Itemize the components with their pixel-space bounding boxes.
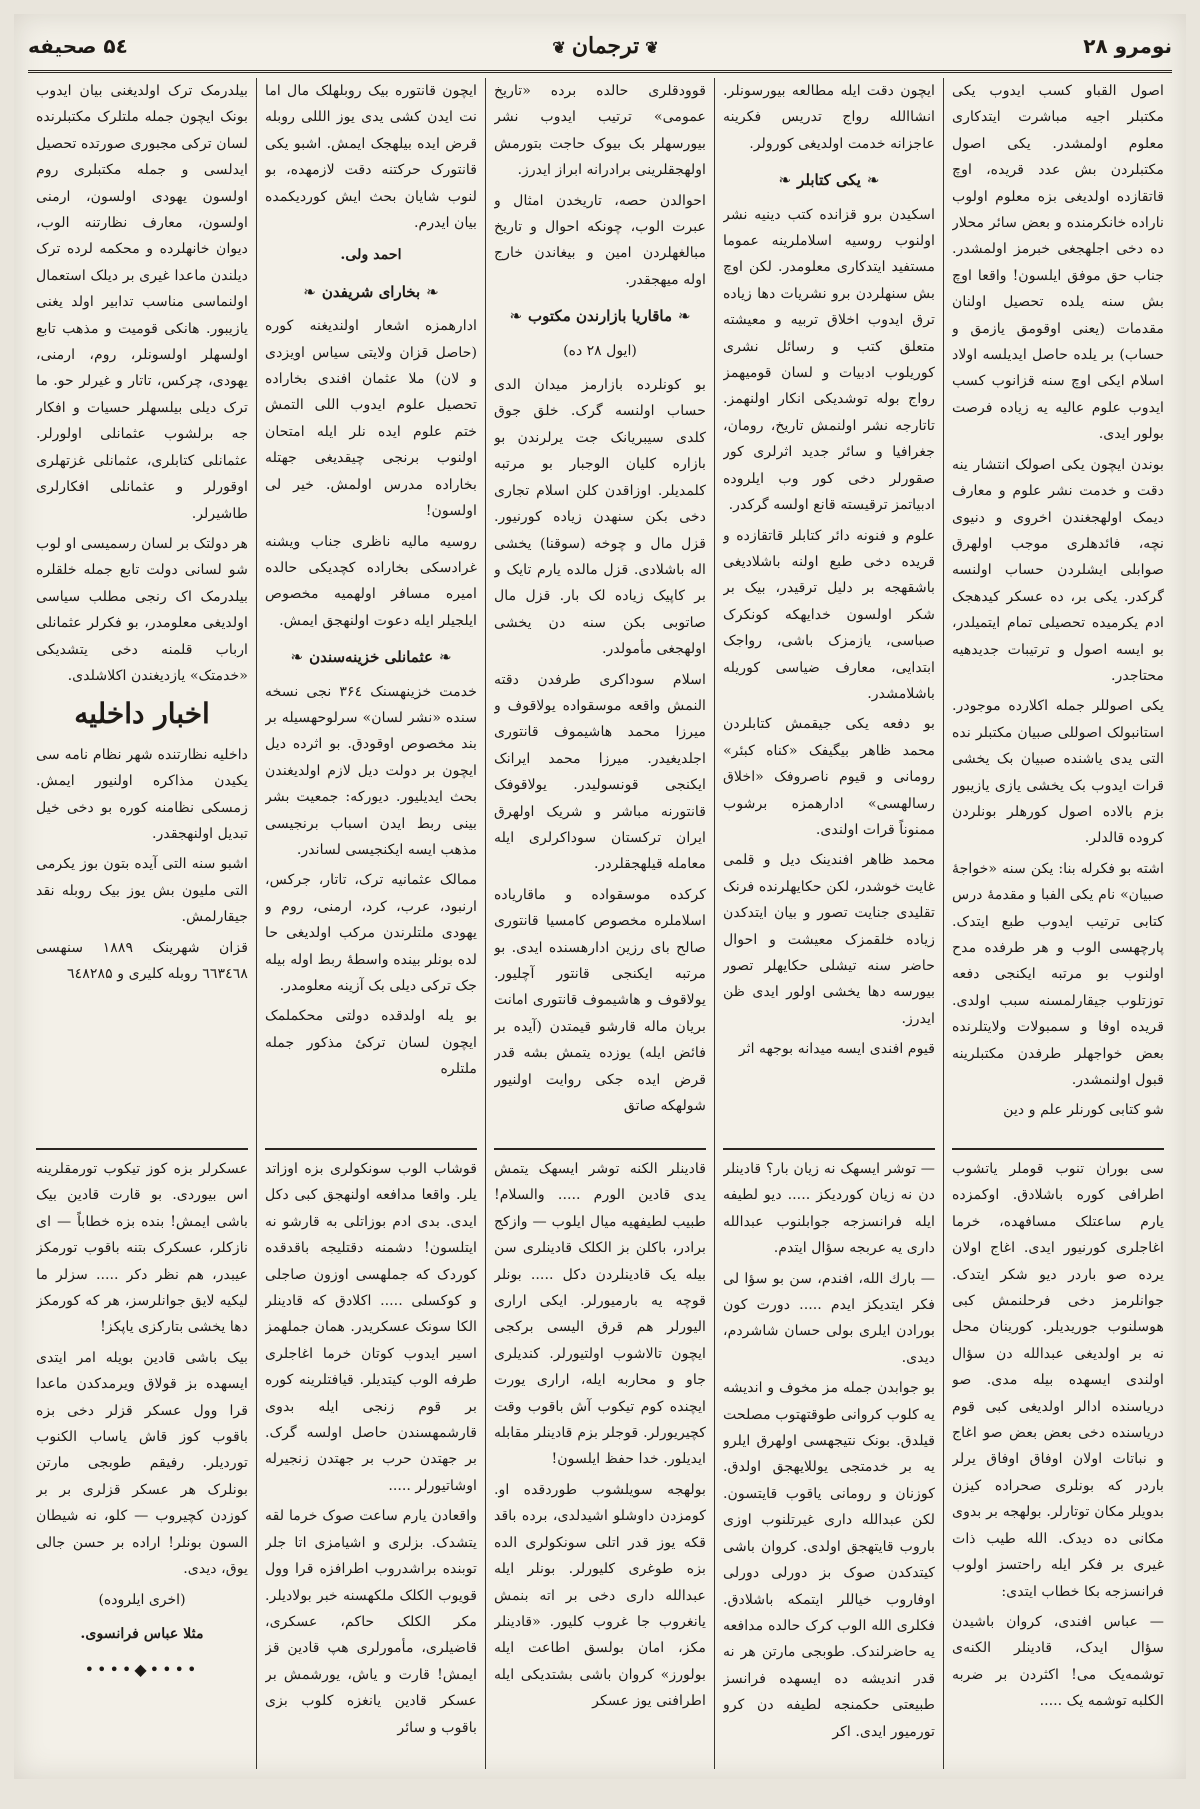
signature: احمد ولی. <box>340 247 402 264</box>
column-3-bottom <box>494 1156 706 1769</box>
paragraph: بو جوابدن جمله مز مخوف و اندیشه یه کلوب کروانی طوقتهتوب مصلحت قیلدق. بونک نتیجهسی اولهرق ایلرو یه بر خدمتجی یوللایهجق اولدق. کوزنان و رومانی یاقوب قایتسون. لکن عبدالله داری غیرتلنوب اوزی باروب قایتهجق اولدی. کروان باشی کیتدکدن صوک بز دورلی دورلی اوفاروب خیاللر ایتمکه باشلادق. فکلری الله الوب کرک حالده مدافعه یه حاضرلندک. طوبجی مارتن هر نه قدر اندیشه ده ایسهده فرانسز طبیعتی حکمنجه لطیفه دن کرو تورمیور ایدی. اکر <box>723 1380 935 1740</box>
paragraph: ممالک عثمانیه ترک، تاتار، جرکس، ارنبود، عرب، کرد، ارمنی، روم و یهودی ملتلرندن مرکب اولدیغی حا لده بونلر بینده واسطهٔ ربط اوله بیله جک ترکی دیلی بک آزینه معلومدر. <box>265 872 477 994</box>
paragraph: قیوم افندی ایسه میدانه بوجهه اثر <box>738 1041 935 1058</box>
paragraph: روسیه مالیه ناظری جناب ویشنه غرادسکی بخاراده کچدیکی حالده امیره مسافر اولهمیه مخصوص ایلجیلر ایله دعوت اولنهجق ایمش. <box>265 533 477 629</box>
paper-name: ❦ ترجمان ❦ <box>520 33 690 59</box>
column-4-top <box>265 78 477 1150</box>
column-1-top <box>952 78 1164 1150</box>
paragraph: بو کونلرده بازارمز میدان الدی حساب اولنسه گرک. خلق جوق کلدی سیبریانک جت یرلرندن بو بازاره کلیان الوجبار بو مرتبه کلمدیلر. اوزاقدن کلن اسلام تجاری دخی بکن سنهدن زیاده کورنیور. قزل مال و چوخه (سوقنا) یخشی اله باشلادی. قزل مالده یارم تایک و بر کاپیک زیاده لک بار. قزل مال صاتوبی بکن سنه دن یخشی اولهجغی مأمولدر. <box>494 377 706 658</box>
section-heading: ❧ عثمانلی خزینه‌سندن ❧ <box>265 644 477 670</box>
column-4-bottom <box>265 1156 477 1769</box>
column-5-top <box>36 78 248 1150</box>
paragraph: بو یله اولدقده دولتی محکملمک ایچون لسان ترکیٔ مذکور جمله ملتلره <box>265 1008 477 1078</box>
column-2-top <box>723 78 935 1150</box>
section-heading: ❧ بخارای شریفدن ❧ <box>265 279 477 305</box>
paragraph: سی بوران تنوب قوملر یاتشوب اطرافی کوره باشلادق. اوکمزده یارم ساعتلک مسافهده، خرما اغاجلری کورنیور ایدی. اغاج اولان یرده صو باردر دیو شکر ایتدک. جوانلرمز دخی فرحلنمش کبی هوسلنوب جوریدیلر. کورینان محل نه بر اولدیغی عبدالله دن سؤال اولندی ایسهده بیله مدی. صو دریاسنده ادالر اولدیغی کبی قوم دریاسنده دخی بعض بعض صو اغاج و نباتات اولان اوفاق اوفاق یرلر باردر که بونلری صحراده کیزن بدویلر مکان توتارلر. بولهجه بر بدوی مکانی ده دیدک. الله طیب ذات غیری بر فکر ایله راحتسز اولوب فرانسزجه بکا خطاب ایتدی: <box>952 1161 1164 1600</box>
masthead <box>28 22 1172 73</box>
paragraph: بو دفعه یکی جیقمش کتابلردن محمد ظاهر بیگیفک «کناه کبئر» رومانی و قیوم ناصروفک «اخلاق رسالهسی» ادارهمزه برشوب ممنوناً قرات اولندی. <box>723 716 935 838</box>
column-3-top <box>494 78 706 1150</box>
paragraph: ایچون دقت ایله مطالعه بیورسونلر. انشاالله رواج تدریس فکرینه عاجزانه خدمت اولدیغی کورولر. <box>723 83 935 152</box>
signature: مثلا عباس فرانسوی. <box>80 1625 204 1642</box>
section-heading: ❧ ماقاریا بازارندن مکتوب ❧ <box>494 303 706 329</box>
paragraph: ایچون قانتوره بیک روبلهلک مال اما نت ایدن کشی یدی یوز الللی روبله قرض ایده بیلهجک ایمش. اشبو یکی قانتورک حرکتنه دقت لازمهده، بو لنوب شایان بحث ایش کوردیکمده بیان ایدرم. <box>265 83 477 232</box>
subheading: (اخری ایلروده) <box>98 1591 186 1608</box>
column-3 <box>485 78 714 1769</box>
paragraph: داخلیه نظارتنده شهر نظام نامه سی یکیدن مذاکره اولنیور ایمش. زمسکی نظامنه کوره بو دخی خیل تبدیل اولنهجقدر. <box>36 746 248 842</box>
section-heading: ❧ یکی کتابلر ❧ <box>723 167 935 193</box>
paragraph: اسکیدن برو قزانده کتب دینیه نشر اولنوب روسیه اسلاملرینه عموما مستفید ایتدکاری معلومدر. لکن اوچ بش سنهلردن برو نشریات دها زیاده ترق ایدوب اخلاق تربیه و معیشته متعلق کتب و رسائل نشری کوریلوب ادبیات و لسان قومیهمز رواج بوله توشدیکی انکار اولنهمز. تاتارجه نشر اولنمش تاریخ، رومان، جغرافیا و سائر جدید اثرلری کور صقورلر دخی کور وب ایلروده ادبیاتمز ترقیسته قانع اولسه گرکدر. <box>723 206 935 514</box>
paragraph: قزان شهرینک ۱۸۸۹ سنهسی ٦٦٣٤٦٨ روبله کلیری و ٦٤٨٢٨۵ <box>36 939 248 982</box>
paragraph: قادینلر الکنه توشر ایسهک یتمش یدی قادین الورم ..... والسلام! طبیب لطیفهیه میال ایلوب — وازکج برادر، باکلن بز الکلک قادینلری سن بیله یک قادینلردن دکل ..... بونلر قوچه یه بارمیورلر. ایکی اراری الیورلر هم قرق الیسی برکجی ایچون تالاشوب اولتیورلر. کندیلری جاو و محاربه ایله، اراری یورت ایچنده کوم تیکوب آش باقوب وقت کچیریورلر. قوجلر بزم قادینلر مقابله ایدیلور. خدا حفظ ایلسون! <box>494 1161 706 1468</box>
column-2 <box>714 78 943 1769</box>
paragraph: بیلدرمک ترک اولدیغنی بیان ایدوب بونک ایچون جمله ملتلرک مکتبلرنده لسان ترکی مجبوری صورتده تحصیل ایدلسی و جمله مکتبلری روم اولسون یهودی اولسون، ارمنی اولسون، معارف نظارتنه الوب، دیوان خانهلرده و محکمه لرده ترک دیلندن ماعدا غیری بر دیلک استعمال اولنماسی مناسب تدابیر اولد یغنی یازیبور. هانکی قومیت و مذهب تابع اولسهلر اولسونلر، روم، ارمنی، یهودی، چرکس، تاتار و غیرلر حو. ما ترک دیلی بیلسهلر حسیات و افکار جه برلشوب عثمانلی اولورلر. عثمانلی کتابلری، عثمانلی غزتهلری اوقورلر و عثمانلی افکارلری طاشیرلر. <box>36 83 248 522</box>
section-title: اخبار داخلیه <box>74 697 210 731</box>
paragraph: بوندن ایچون یکی اصولک انتشار ینه دقت و خدمت نشر علوم و معارف دیمک اولهجغندن اخروی و دنیوی نچه، فائدهلری موجب اولهرق صوابلی ایشلردن حساب اولنسه گرکدر. یکی بر، ده عسکر کیدهجک ادم یکرمیده تحصیلی تمام ایتمیلدر، بو ایسه اصول و ترتیبات جدیدهیه محتاجدر. <box>952 456 1164 684</box>
paragraph: علوم و فنونه دائر کتابلر قاتقازده و قریده دخی طبع اولنه باشلادیغی باشقهجه بر دلیل ترقیدر، بیک بر شکر اولسون خدایهکه کونکرک صباسی، یازمزک باشی، رواجک ابتدایی، معارف ضیاسی کوریله باشلامشدر. <box>723 527 935 702</box>
paragraph: شو کتابی کورنلر علم و دین <box>1003 1102 1164 1119</box>
paragraph: — بارك الله، افندم، سن بو سؤا لی فکر ایتدیکز ایدم ..... دورت کون بورادن ایلری بولی حسان شاشردم، دیدی. <box>723 1270 935 1366</box>
paragraph: هر دولتک بر لسان رسمیسی او لوب شو لسانی دولت تابع جمله خلقلره بیلدرمک اک رنجی مطلب سیاسی اولدیغی معلومدر، بو فکرلر عثمانلی ارباب قلمنه دخی یتشدیکی «خدمتک» یازدیغندن اکلاشلدی. <box>36 535 248 684</box>
paragraph: اصول القباو کسب ایدوب یکی مکتبلر اجیه مباشرت ایتدکاری معلوم اولمشدر. یکی اصول مکتبلردن بش عدد قریده، اوچ قاتقازده اولدیغی بزه معلوم اولوب ناراده خانکرمنده و بعض سائر محلار ده دخی اجلهجغی خبرمز اولمشدر. جناب حق موفق ایلسون! واقعا اوچ بش سنه یلده تحصیل اولنان مقدمات (یعنی اوقومق یازمق و حساب) بر یلده حاصل ایدیلسه اولاد اسلام ایکی اوچ سنه قزانوب کسب ایدوب علوم عالیه یه زیاده فرصت بولور ایدی. <box>952 83 1164 443</box>
column-4 <box>256 78 485 1769</box>
paragraph: اشته بو فکرله بنا: یکن سنه «خواجهٔ صبیان» نام یکی الفبا و مقدمهٔ درس کتابی ترتیب ایدوب طبع ایتدک. پارچهسی الوب و هر طرفده مدح اولنوب بو مرتبه ایکنجی دفعه توزتلوب جیقارلمسنه سبب اولدی. قریده اوفا و سمبولات ولایتلرنده بعض خواجهلر طرفدن مکتبلرینه قبول اولنمشدر. <box>952 860 1164 1089</box>
paragraph: اشبو سنه التی آیده بتون بوز یکرمی التی ملیون بش یوز بیک روبله نقد جیقارلمش. <box>36 856 248 926</box>
column-5 <box>28 78 256 1769</box>
paragraph: عسکرلر بزه کوز تیکوب تورمقلرینه اس بیوردی. بو قارت قادین بیک باشی ایمش! بنده بزه خطاباً — ای نازکلر، عسکرک بتنه باقوب تورمکز عیبدر، هم نظر دکر ..... سزلر ما لیکیه لایق جوانلرسز، هر که کورمکز دها یخشی بتارکزی یاپکز! <box>36 1161 248 1336</box>
paragraph: بولهجه سویلشوب طوردقده او. کومزدن داوشلو اشیدلدی، برده باقد قکه یوز قدر اتلی سونکولری الده بزه طوغری کلیورلر. بونلر ایله عبدالله داری دخی بر اته بنمش یانغروب جا غروب کلیور. «قادینلر مکز، امان بولسق اطاعت ایله بولورز» کروان باشی بشتدیکی ایله اطرافنی یوز عسکر <box>494 1481 706 1710</box>
columns <box>28 78 1172 1769</box>
column-1-bottom <box>952 1156 1164 1769</box>
paragraph: ادارهمزه اشعار اولندیغنه کوره (حاصل قزان ولایتی سیاس اویزدی و لان) ملا عثمان افندی بخاراده تحصیل علوم ایدوب اللی التمش ختم علوم ایده نلر ایله امتحان اولنوب برنجی چیقدیغی جهتله بخاراده مدرس اولمش. خیر لی اولسون! <box>265 318 477 520</box>
paragraph: — توشر ایسهک نه زیان بار؟ قادینلر دن نه زیان کوردیکز ..... دیو لطیفه ایله فرانسزجه جوابلنوب عبدالله داری یه عربجه سؤال ایتدم. <box>723 1161 935 1257</box>
paragraph: اسلام سوداکری طرفدن دقته النمش واقعه موسقواده یولاقوف و میرزا محمد هاشیموف قانتوری اجلدیغیدر. میرزا محمد ایرانک ایکنجی قونسولیدر. یولاقوفک قانتورنه مباشر و شریک اولهرق ایران ترکستان سوداکرلری ایله معامله قیلهجقلردر. <box>494 671 706 873</box>
paragraph: — عباس افندی، کروان باشیدن سؤال ایدک، قادینلر الکنه‌ی توشمه‌یک می! اکثردن بر ضربه الکلبه توشمه یک ..... <box>952 1613 1164 1710</box>
paragraph: خدمت خزینهسنک ۳۶٤ نجی نسخه سنده «نشر لسان» سرلوحهسیله بر بند مخصوص اوقودق. بو اثرده دیل ایچون بر دولت دیل لازم اولدیغندن بحث ایدیلیور. دیورکه: جمعیت بشر بینی ربط ایدن اسباب برنجیسی مذهب ایسه ایکنجیسی لساندر. <box>265 683 477 858</box>
newspaper-page <box>14 14 1186 1779</box>
subheading: (ایول ۲۸ ده) <box>563 342 637 359</box>
paragraph: بیک باشی قادین بویله امر ایتدی ایسهده بز قولاق ویرمدکدن ماعدا قرا وول عسکر قزلر دخی بزه باقوب کوز قاش یاساب الکنوب توردیلر. رفیقم طوبجی مارتن بونلرک هر عسکر قزلری بر بر کوزدن کچیروب — کلو، نه شیطان السون بونلر! اراده بر حسن جالی یوق، دیدی. <box>36 1349 248 1578</box>
ornament-divider: ••••◆•••• <box>84 1660 200 1680</box>
paragraph: یکی اصوللر جمله اکلارده موجودر. استانبولک اصوللی صبیان مکتبلر نده التی یدی یاشنده صبیان بک یخشی قرات ایدوب بک یخشی یازی یازیبور بزم بالاده اصول کورهلر بونلردن کروده قالدلر. <box>952 698 1164 847</box>
issue-number: نومرو ۲۸ <box>1083 34 1172 58</box>
column-5-bottom <box>36 1156 248 1769</box>
column-2-bottom <box>723 1156 935 1769</box>
paragraph: قوشاب الوب سونکولری بزه اوزاتد یلر. واقعا مدافعه اولنهجق کبی دکل ایدی. بدی ادم بوزاتلی به قارشو نه ایتلسون! دشمنه دقتلیجه باقدقده کوردک که جملهسی اوزون صاجلی و کوکسلی ..... اکلادق که قادینلر الکا سونک عسکریدر. همان جملهمز اسیر ایدوب کوتان خرما اغاجلری طرفه الوب کیتدیلر. قیافتلرینه کوره بر قوم زنجی ایله بدوی قارشمهسندن حاصل اولسه گرک. بر جهتدن حرب بر جهتدن زنجیرله اوشاتیورلر ..... <box>265 1161 477 1494</box>
paragraph: احوالدن حصه، تاریخدن امثال و عبرت الوب، چونکه احوال و تاریخ مبالغهلردن امین و بیغاندن خارج اوله میهجقدر. <box>494 192 706 288</box>
paragraph: واقعادن یارم ساعت صوک خرما لقه یتشدک. بزلری و اشیامزی اتا جلر توبنده براشدروب اطرافزه قرا وول قویوب الکلک ملکهسنه خبر بولادیلر. مکر الکلک حاکم، عسکری، قاضیلری، مأمورلری هپ قادین قز ایمش! قارت و یاش، یورشمش بر عسکر قادین یانغزه کلوب بزی باقوب و سائر <box>265 1508 477 1736</box>
paragraph: قوودقلری حالده برده «تاریخ عمومی» ترتیب ایدوب نشر بیورسهلر بک بیوک حاجت بتورمش اولهجقلرینی برادرانه ابراز ایدرز. <box>494 83 706 179</box>
page-number: ۵٤ صحیفه <box>28 34 128 58</box>
column-1 <box>943 78 1172 1769</box>
paragraph: محمد ظاهر افندینک دیل و قلمی غایت خوشدر، لکن حکایهلرنده فرنک تقلیدی جنایت تصور و بیان ایتدکدن زیاده خلقمزک معیشت و احوال حاضر سنه تیشلی حکایهلر تصور بیورسه دها یخشی اولور ایدی ظن ایدرز. <box>723 852 935 1027</box>
paragraph: کرکده موسقواده و ماقاریاده اسلاملره مخصوص کامسیا قانتوری صالح بای رزین ادارهسنده ایدی. بو مرتبه ایکنجی قانتور آچلیور. یولاقوف و هاشیموف قانتوری امانت بریان ماله قارشو قیمتدن (آیده بر فائض ایله) یوزده یتمش بشه قدر قرض ایده جکی روایت اولنیور شولهکه صاتق <box>494 886 706 1115</box>
